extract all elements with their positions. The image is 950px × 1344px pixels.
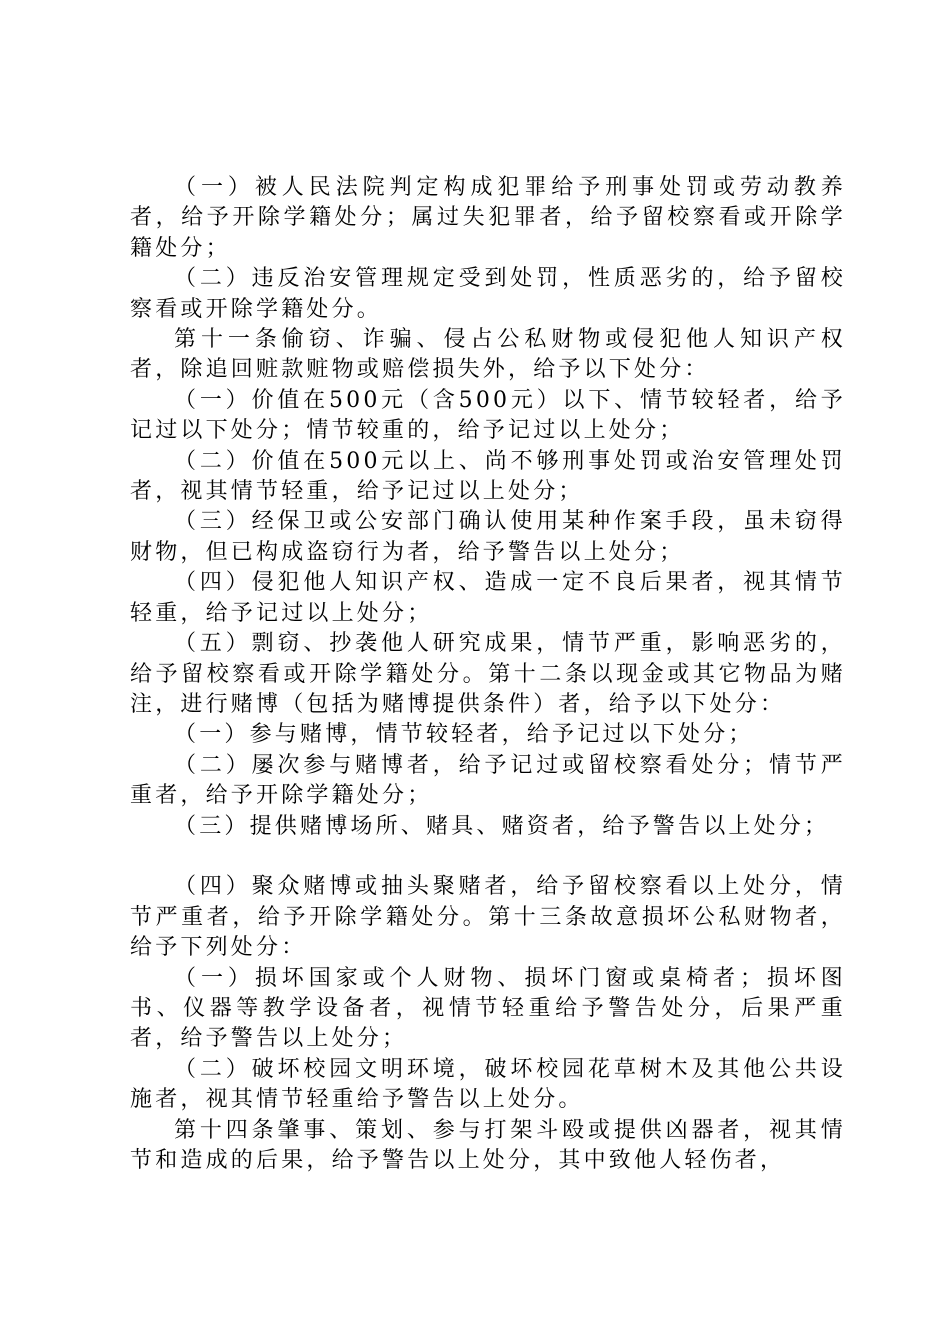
paragraph-damage-item-2: （二）破坏校园文明环境，破坏校园花草树木及其他公共设施者，视其情节轻重给予警告以上处分。 — [130, 1056, 846, 1113]
paragraph-theft-item-2: （二）价值在500元以上、尚不够刑事处罚或治安管理处罚者，视其情节轻重，给予记过以上处分； — [130, 448, 846, 505]
paragraph-crime-item-1: （一）被人民法院判定构成犯罪给予刑事处罚或劳动教养者，给予开除学籍处分；属过失犯罪者，给予留校察看或开除学籍处分； — [130, 175, 846, 261]
paragraph-theft-item-3: （三）经保卫或公安部门确认使用某种作案手段，虽未窃得财物，但已构成盗窃行为者，给予警告以上处分； — [130, 509, 846, 565]
paragraph-gambling-item-1: （一）参与赌博，情节较轻者，给予记过以下处分； — [174, 722, 754, 748]
paragraph-damage-item-1: （一）损坏国家或个人财物、损坏门窗或桌椅者；损坏图书、仪器等教学设备者，视情节轻重给予警告处分，后果严重者，给予警告以上处分； — [130, 965, 846, 1052]
paragraph-gambling-item-3: （三）提供赌博场所、赌具、赌资者，给予警告以上处分； — [174, 813, 830, 839]
paragraph-theft-item-1: （一）价值在500元（含500元）以下、情节较轻者，给予记过以下处分；情节较重的，给予记过以上处分； — [130, 387, 846, 444]
paragraph-article-11: 第十一条偷窃、诈骗、侵占公私财物或侵犯他人知识产权者，除追回赃款赃物或赔偿损失外，给予以下处分： — [130, 327, 846, 383]
body-text — [130, 173, 846, 1176]
paragraph-article-14: 第十四条肇事、策划、参与打架斗殴或提供凶器者，视其情节和造成的后果，给予警告以上处分，其中致他人轻伤者， — [130, 1117, 846, 1173]
paragraph-spacer — [130, 842, 846, 872]
paragraph-theft-item-5: （五）剽窃、抄袭他人研究成果，情节严重，影响恶劣的，给予留校察看或开除学籍处分。第十二条以现金或其它物品为赌注，进行赌博（包括为赌博提供条件）者，给予以下处分： — [130, 631, 846, 717]
paragraph-theft-item-4: （四）侵犯他人知识产权、造成一定不良后果者，视其情节轻重，给予记过以上处分； — [130, 570, 846, 626]
paragraph-gambling-item-4: （四）聚众赌博或抽头聚赌者，给予留校察看以上处分，情节严重者，给予开除学籍处分。第十三条故意损坏公私财物者，给予下列处分： — [130, 874, 846, 961]
paragraph-crime-item-2: （二）违反治安管理规定受到处罚，性质恶劣的，给予留校察看或开除学籍处分。 — [130, 266, 846, 322]
paragraph-gambling-item-2: （二）屡次参与赌博者，给予记过或留校察看处分；情节严重者，给予开除学籍处分； — [130, 752, 846, 809]
